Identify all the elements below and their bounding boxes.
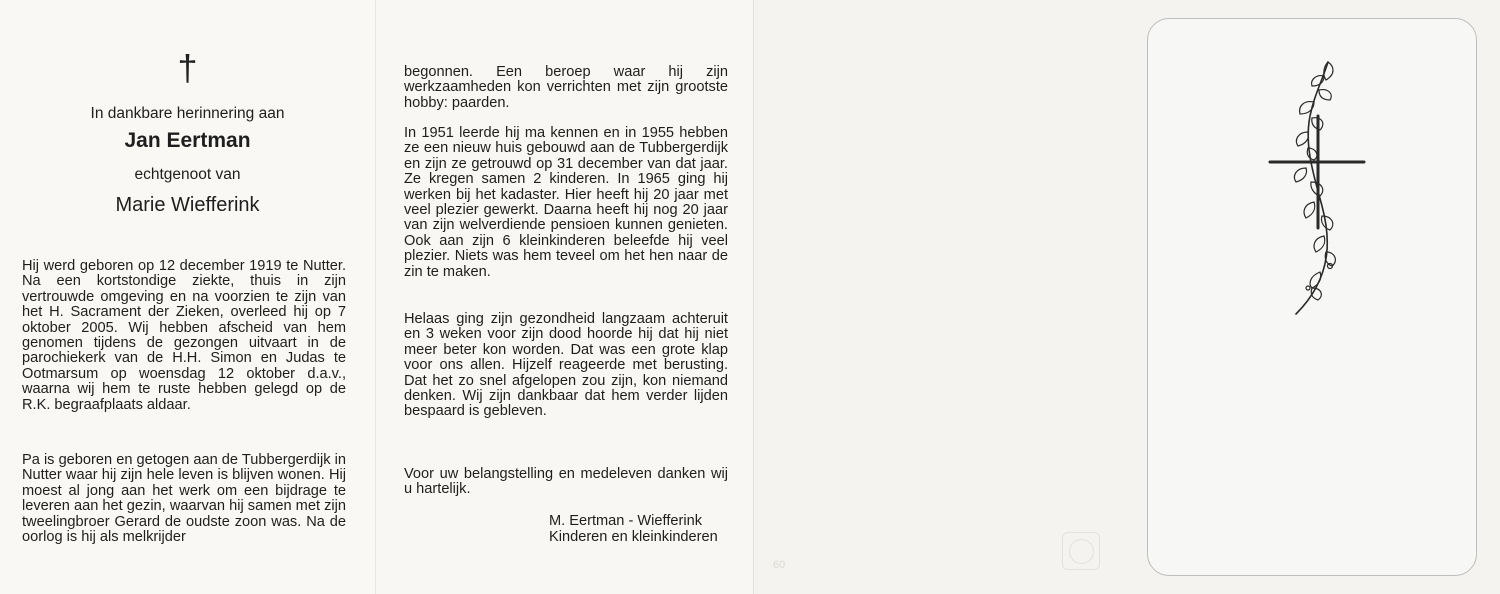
biography-paragraph: In 1951 leerde hij ma kennen en in 1955 hebben ze een nieuw huis gebouwd aan de Tubbergerdijk en zijn ze getrouwd op 31 december van dat jaar. Ze kregen samen 2 kinderen. In 1965 ging hij werken bij het kadaster. Hier heeft hij 20 jaar met veel plezier gewerkt. Daarna heeft hij nog 20 jaar van zijn welverdiende pensioen kunnen genieten. Ook aan zijn 6 kleinkinderen beleefde hij veel plezier. Niets was hem teveel om het hen naar de zin te maken. xyxy=(404,125,728,280)
signature-relatives: Kinderen en kleinkinderen xyxy=(549,529,718,545)
biography-paragraph: Helaas ging zijn gezondheid langzaam achteruit en 3 weken voor zijn dood hoorde hij dat hij niet meer beter kon worden. Dat was een grote klap voor ons allen. Hijzelf reageerde met berusting. Dat het zo snel afgelopen zou zijn, kon niemand denken. Wij zijn dankbaar dat hem verder lijden bespaard is gebleven. xyxy=(404,311,728,420)
cross-icon: † xyxy=(177,47,198,88)
thanks-paragraph: Voor uw belangstelling en medeleven danken wij u hartelijk. xyxy=(404,466,728,498)
signature-family-name: M. Eertman - Wiefferink xyxy=(549,513,702,529)
card-middle-panel xyxy=(375,0,753,594)
emboss-code: 60 xyxy=(773,559,786,571)
cross-with-olive-branch-icon xyxy=(1264,56,1374,318)
intro-text: In dankbare herinnering aan xyxy=(90,105,285,122)
card-left-panel xyxy=(0,0,375,594)
spouse-label: echtgenoot van xyxy=(134,166,241,183)
biography-paragraph: Hij werd geboren op 12 december 1919 te Nutter. Na een kortstondige ziekte, thuis in zijn vertrouwde omgeving en na voorzien te zijn van het H. Sacrament der Zieken, overleed hij op 7 oktober 2005. Wij hebben afscheid van hem genomen tijdens de gezongen uitvaart in de parochiekerk van de H.H. Simon en Judas te Ootmarsum op woensdag 12 oktober d.a.v., waarna wij hem te ruste hebben gelegd op de R.K. begraafplaats aldaar. xyxy=(22,258,346,413)
spouse-name: Marie Wiefferink xyxy=(115,194,260,216)
emboss-logo-icon xyxy=(1062,532,1100,570)
deceased-name: Jan Eertman xyxy=(124,129,251,152)
card-cover-panel xyxy=(753,0,1500,594)
biography-paragraph: Pa is geboren en getogen aan de Tubbergerdijk in Nutter waar hij zijn hele leven is blijven wonen. Hij moest al jong aan het werk om een bijdrage te leveren aan het gezin, waarvan hij samen met zijn tweelingbroer Gerard de oudste zoon was. Na de oorlog is hij als melkrijder xyxy=(22,452,346,546)
biography-paragraph: begonnen. Een beroep waar hij zijn werkzaamheden kon verrichten met zijn grootste hobby: paarden. xyxy=(404,64,728,111)
